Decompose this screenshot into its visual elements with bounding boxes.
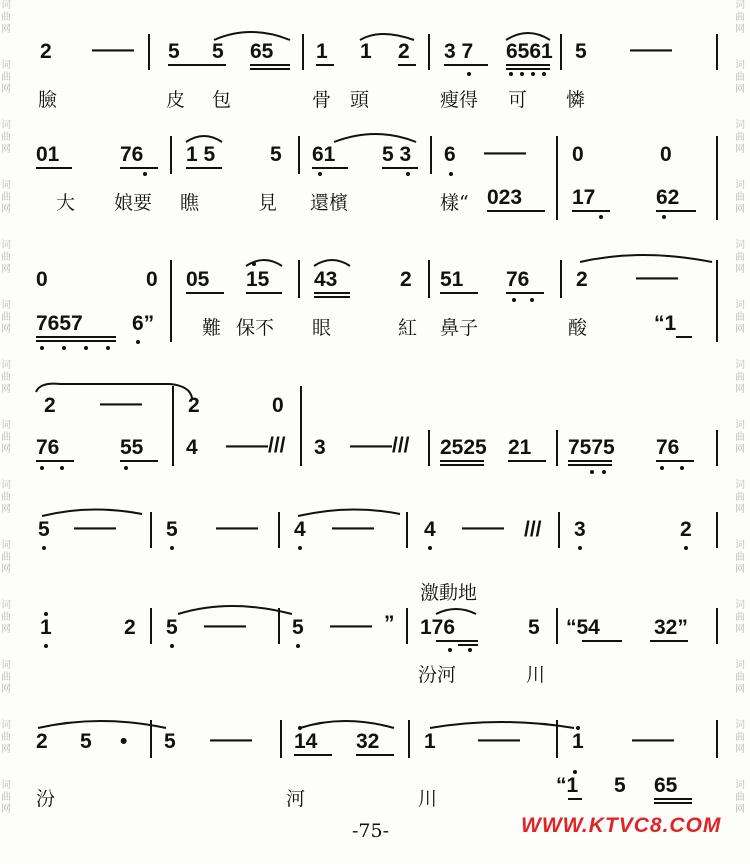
note: 4 [186,436,198,459]
note: 76 [656,436,680,459]
dash: —— [636,266,678,289]
dash: —— [210,728,252,751]
note: 76 [36,436,60,459]
note: 1 [316,40,328,63]
watermark-right: 词 曲 网 词 曲 网 词 曲 网 词 曲 网 词 曲 网 词 曲 网 词 曲 网 词 曲 网 词 曲 网 词 曲 网 词 曲 网 词 曲 网 词 曲 网 词 曲 网 [735,0,745,815]
lyric: 臉 [38,89,58,111]
dash: ——/// [226,434,286,457]
note: 5 3 [382,143,412,166]
note: 6” [132,312,155,335]
site-watermark: WWW.KTVC8.COM [521,814,722,837]
lyric: 娘要 [114,192,153,214]
lyric: 保不 [236,317,275,339]
note: 3 7 [444,40,474,63]
slur [334,134,416,142]
slur [430,722,574,728]
note: 176 [420,616,456,639]
dash: —— [630,38,672,61]
note: 61 [312,143,336,166]
lyric: 瘦得 [440,89,479,111]
note: 5 [212,40,224,63]
note: 2 [576,268,588,291]
note: 1 [360,40,372,63]
slur [314,260,350,266]
dash: —— [92,38,134,61]
note: 05 [186,268,210,291]
note: 43 [314,268,338,291]
note: 0 [572,143,584,166]
lyric: 大 [56,192,76,214]
note: 0 [272,394,284,417]
lyric: 樣“ [440,192,469,214]
note: 1 [572,730,584,753]
note: 5 [80,730,92,753]
note: “54 [566,616,600,639]
note: 5 [164,730,176,753]
slur [186,136,222,142]
note: 2 [44,394,56,417]
dash: ——/// [350,434,410,457]
note: “1 [654,312,677,335]
dash: —— [462,516,504,539]
lyric: 頭 [350,89,370,111]
note: 2 [680,518,692,541]
note: 7657 [36,312,83,335]
note: 2 [398,40,410,63]
note: 6 [444,143,456,166]
note: 5 [168,40,180,63]
slur [360,34,414,40]
lyric: 河 [286,788,306,810]
note: 5 [292,616,304,639]
expression-mark: 激動地 [420,582,478,604]
note: “1 [556,774,579,797]
lyric: 難 [202,317,222,339]
dash: —— [216,516,258,539]
watermark-left: 词 曲 网 词 曲 网 词 曲 网 词 曲 网 词 曲 网 词 曲 网 词 曲 网 词 曲 网 词 曲 网 词 曲 网 词 曲 网 词 曲 网 词 曲 网 词 曲 网 [1,0,11,815]
note: 023 [487,186,523,209]
lyric: 酸 [568,317,588,339]
tremolo-mark: /// [524,518,542,541]
note: 2525 [440,436,487,459]
note: 14 [294,730,318,753]
note: 7575 [568,436,615,459]
note: 2 [40,40,52,63]
lyric: 骨 [312,89,332,111]
lyric: 包 [212,89,232,111]
note: 17 [572,186,596,209]
note: 2 [36,730,48,753]
slur [38,721,166,728]
note: 62 [656,186,680,209]
lyric: 皮 [166,89,186,111]
note: 1 [40,616,52,639]
note: 76 [120,143,144,166]
lyric: 川 [418,788,438,810]
dash: —— [74,516,116,539]
dash: —— [100,392,142,415]
dash: —— [478,728,520,751]
note: 51 [440,268,464,291]
slur [246,260,282,266]
slur [42,509,142,516]
note: 65 [654,774,678,797]
note: 5 [270,143,282,166]
note: 0 [660,143,672,166]
lyric: 眼 [312,317,332,339]
note: 55 [120,436,144,459]
note: 5 [614,774,626,797]
note: 1 5 [186,143,216,166]
dash: —— [484,141,526,164]
slur [580,255,712,262]
note: 21 [508,436,532,459]
dash: —— [330,614,372,637]
note: 65 [250,40,274,63]
note: 6561 [506,40,553,63]
lyric: 可 [508,89,528,111]
slur [436,609,476,614]
note: 2 [124,616,136,639]
note: • [120,730,128,753]
lyric: 汾河 [418,664,457,686]
page-number: -75- [352,820,390,842]
lyric: 憐 [566,89,586,111]
note: 5 [575,40,587,63]
lyric: 川 [526,664,546,686]
slur [36,384,192,398]
lyric: 鼻子 [440,317,479,339]
note: 1 [424,730,436,753]
slur [298,509,400,516]
lyric: 見 [258,192,278,214]
quote-mark: ” [384,612,395,635]
note: 32 [356,730,380,753]
note: 0 [146,268,158,291]
lyric: 紅 [398,317,418,339]
note: 4 [424,518,436,541]
note: 2 [188,394,200,417]
note: 4 [294,518,306,541]
note: 76 [506,268,530,291]
note: 5 [166,518,178,541]
slur [214,32,290,40]
slur [300,721,394,728]
lyric: 還檳 [310,192,349,214]
lyric: 汾 [36,788,56,810]
lyric: 瞧 [180,192,200,214]
note: 5 [166,616,178,639]
dash: —— [204,614,246,637]
note: 5 [528,616,540,639]
note: 32” [654,616,688,639]
note: 3 [574,518,586,541]
slur [506,33,550,40]
note: 15 [246,268,270,291]
dash: —— [632,728,674,751]
slur [178,606,292,614]
note: 5 [38,518,50,541]
note: 01 [36,143,60,166]
note: 3 [314,436,326,459]
note: 0 [36,268,48,291]
note: 2 [400,268,412,291]
dash: —— [332,516,374,539]
